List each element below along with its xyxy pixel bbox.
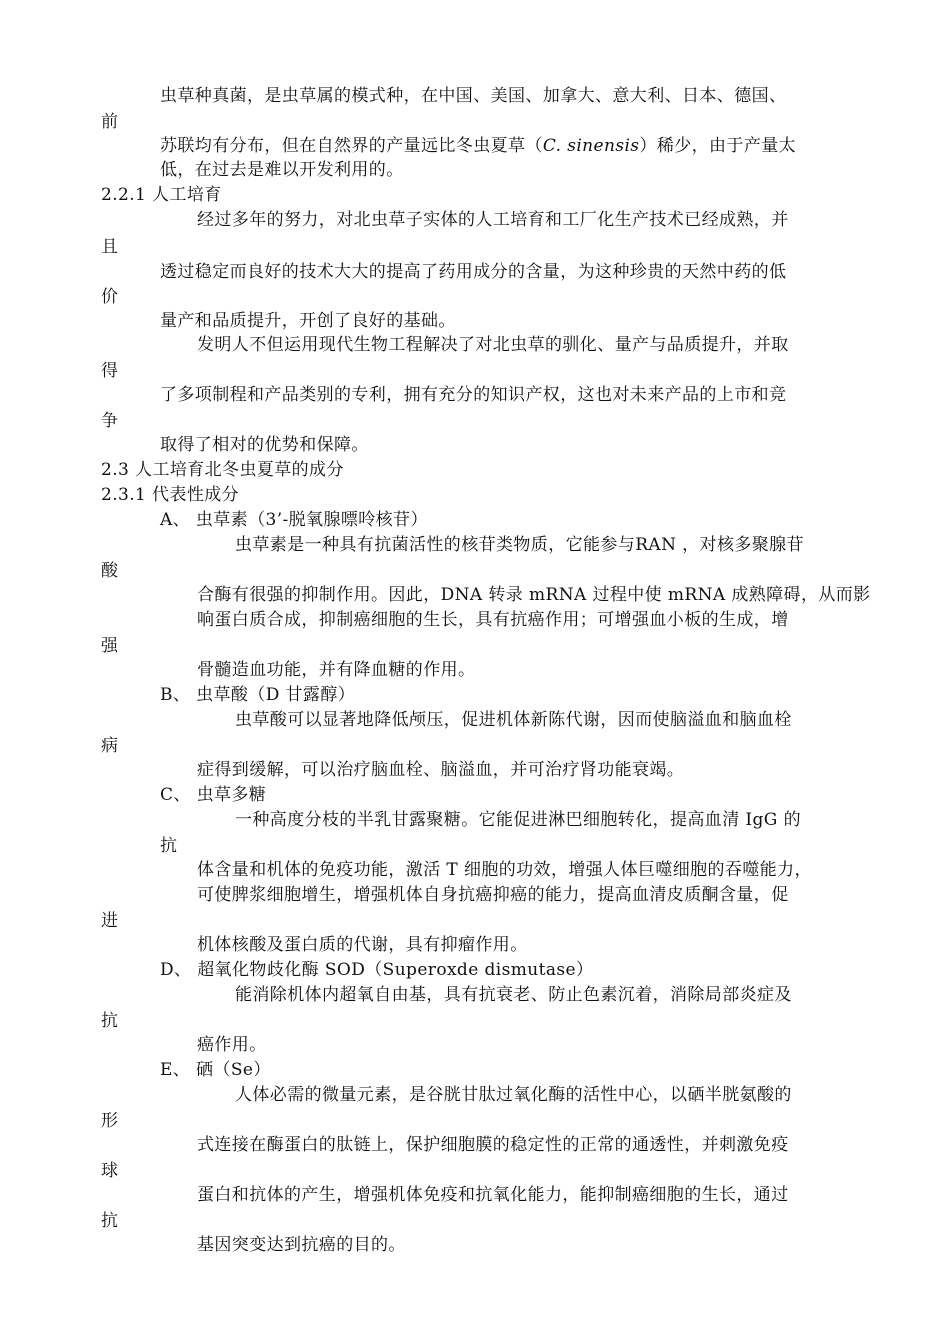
text-line: 抗: [101, 1011, 119, 1031]
text-line: 前: [101, 112, 119, 132]
item-heading: B、 虫草酸（D 甘露醇）: [160, 685, 356, 705]
text-line: 体含量和机体的免疫功能，激活 T 细胞的功效，增强人体巨噬细胞的吞噬能力，: [197, 860, 812, 880]
text-line: 抗: [101, 1211, 119, 1231]
text-line: 球: [101, 1161, 119, 1181]
text-line: 形: [101, 1111, 119, 1131]
text-line: [160, 134, 796, 158]
text-line: 式连接在酶蛋白的肽链上，保护细胞膜的稳定性的正常的通透性，并刺激免疫: [197, 1135, 789, 1155]
text-line: 能消除机体内超氧自由基，具有抗衰老、防止色素沉着，消除局部炎症及: [235, 985, 792, 1005]
text-line: 量产和品质提升，开创了良好的基础。: [160, 311, 456, 331]
text-line: 机体核酸及蛋白质的代谢，具有抑瘤作用。: [197, 935, 528, 955]
text-line: 得: [101, 361, 119, 381]
text-line: 虫草素是一种具有抗菌活性的核苷类物质，它能参与RAN ，对核多聚腺苷: [235, 535, 804, 555]
text-line: 透过稳定而良好的技术大大的提高了药用成分的含量，为这种珍贵的天然中药的低: [160, 262, 787, 282]
text-line: 基因突变达到抗癌的目的。: [197, 1235, 406, 1255]
text-line: 一种高度分枝的半乳甘露聚糖。它能促进淋巴细胞转化，提高血清 IgG 的: [235, 810, 801, 830]
text-line: 取得了相对的优势和保障。: [160, 435, 369, 455]
item-heading: E、 硒（Se）: [160, 1060, 271, 1080]
text-line: 强: [101, 636, 119, 656]
text-line: 虫草种真菌，是虫草属的模式种，在中国、美国、加拿大、意大利、日本、德国、: [160, 86, 787, 106]
text-line: 响蛋白质合成，抑制癌细胞的生长，具有抗癌作用；可增强血小板的生成，增: [197, 610, 789, 630]
item-heading: A、 虫草素（3’-脱氧腺嘌呤核苷）: [160, 510, 428, 530]
section-heading: 2.3.1 代表性成分: [101, 485, 240, 505]
text-line: 发明人不但运用现代生物工程解决了对北虫草的驯化、量产与品质提升，并取: [197, 335, 789, 355]
text-line: 且: [101, 237, 119, 257]
text-line: 酸: [101, 561, 119, 581]
text-line: 合酶有很强的抑制作用。因此，DNA 转录 mRNA 过程中使 mRNA 成熟障碍，从而影: [197, 585, 871, 605]
species-name: C. sinensis: [542, 136, 640, 156]
text-line: 症得到缓解，可以治疗脑血栓、脑溢血，并可治疗肾功能衰竭。: [197, 760, 685, 780]
text-fragment: ）稀少，由于产量太: [639, 136, 797, 156]
text-line: 虫草酸可以显著地降低颅压，促进机体新陈代谢，因而使脑溢血和脑血栓: [235, 710, 792, 730]
text-line: 可使脾浆细胞增生，增强机体自身抗癌抑癌的能力，提高血清皮质酮含量，促: [197, 885, 789, 905]
text-line: 经过多年的努力，对北虫草子实体的人工培育和工厂化生产技术已经成熟，并: [197, 210, 789, 230]
section-heading: 2.3 人工培育北冬虫夏草的成分: [101, 460, 344, 480]
text-line: 蛋白和抗体的产生，增强机体免疫和抗氧化能力，能抑制癌细胞的生长，通过: [197, 1185, 789, 1205]
text-fragment: 苏联均有分布，但在自然界的产量远比冬虫夏草（: [160, 136, 543, 156]
text-line: 了多项制程和产品类别的专利，拥有充分的知识产权，这也对未来产品的上市和竞: [160, 385, 787, 405]
text-line: 骨髓造血功能，并有降血糖的作用。: [197, 660, 476, 680]
section-heading: 2.2.1 人工培育: [101, 185, 222, 205]
item-heading: C、 虫草多糖: [160, 785, 267, 805]
text-line: 争: [101, 411, 119, 431]
item-heading: D、 超氧化物歧化酶 SOD（Superoxde dismutase）: [160, 960, 594, 980]
text-line: 病: [101, 736, 119, 756]
text-line: 人体必需的微量元素，是谷胱甘肽过氧化酶的活性中心，以硒半胱氨酸的: [235, 1085, 792, 1105]
text-line: 低，在过去是难以开发利用的。: [160, 160, 404, 180]
text-line: 进: [101, 911, 119, 931]
text-line: 癌作用。: [197, 1035, 267, 1055]
text-line: 价: [101, 287, 119, 307]
text-line: 抗: [160, 836, 178, 856]
